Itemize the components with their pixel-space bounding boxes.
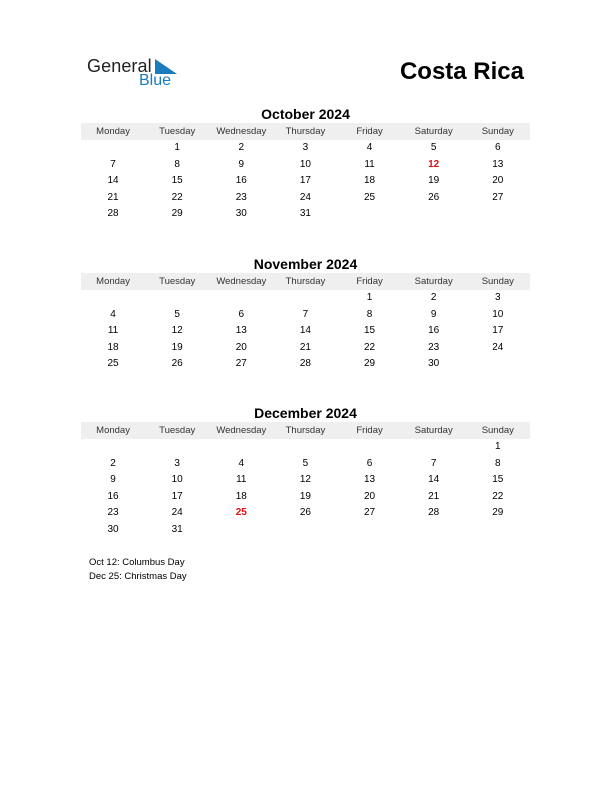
week-row xyxy=(81,489,530,506)
day-cell: 19 xyxy=(428,175,440,186)
day-cell: 10 xyxy=(492,308,504,320)
weekday-label: Tuesday xyxy=(159,425,196,436)
weekday-label: Tuesday xyxy=(159,126,196,137)
day-cell: 3 xyxy=(302,142,309,153)
day-cell: 12 xyxy=(171,325,183,336)
day-cell: 16 xyxy=(235,175,247,186)
empty-day-cell xyxy=(466,356,530,373)
weekday-header xyxy=(81,273,530,290)
weekday-label: Wednesday xyxy=(216,276,267,287)
empty-day-cell xyxy=(145,290,209,307)
month-grid xyxy=(81,439,530,538)
empty-day-cell xyxy=(466,206,530,223)
day-cell: 10 xyxy=(299,158,311,170)
month-title: November 2024 xyxy=(253,256,358,272)
day-cell: 11 xyxy=(107,325,119,336)
day-cell: 26 xyxy=(299,507,311,518)
day-cell: 24 xyxy=(492,341,504,353)
day-cell: 20 xyxy=(235,341,247,353)
empty-day-cell xyxy=(209,522,273,539)
day-cell: 5 xyxy=(430,142,437,153)
day-cell: 15 xyxy=(171,175,183,186)
day-cell: 2 xyxy=(238,142,245,153)
day-cell: 16 xyxy=(428,325,440,336)
week-row xyxy=(81,173,530,190)
day-cell: 4 xyxy=(238,457,245,469)
day-cell: 14 xyxy=(428,474,440,485)
day-cell: 13 xyxy=(235,325,247,336)
day-cell: 27 xyxy=(492,191,504,203)
empty-day-cell xyxy=(273,290,337,307)
empty-day-cell xyxy=(402,206,466,223)
day-cell: 23 xyxy=(428,341,440,353)
day-cell: 26 xyxy=(428,191,440,203)
logo-blue-text: Blue xyxy=(139,72,172,89)
week-row xyxy=(81,439,530,456)
day-cell: 20 xyxy=(364,490,376,502)
day-cell: 5 xyxy=(302,457,309,469)
weekday-label: Friday xyxy=(356,276,383,287)
empty-day-cell xyxy=(338,522,402,539)
weekday-header xyxy=(81,123,530,140)
day-cell: 25 xyxy=(107,358,119,369)
day-cell: 8 xyxy=(174,158,180,170)
empty-day-cell xyxy=(81,290,145,307)
week-row xyxy=(81,456,530,473)
weekday-label: Wednesday xyxy=(216,425,267,436)
empty-day-cell xyxy=(81,140,145,157)
month-grid xyxy=(81,290,530,373)
day-cell: 10 xyxy=(171,474,183,485)
day-cell: 20 xyxy=(492,175,504,186)
generalblue-logo xyxy=(87,56,187,92)
weekday-label: Friday xyxy=(356,425,383,436)
day-cell: 2 xyxy=(430,292,437,303)
day-cell: 5 xyxy=(174,308,180,320)
day-cell: 17 xyxy=(492,325,504,336)
day-cell: 13 xyxy=(364,474,376,485)
day-cell: 28 xyxy=(428,507,440,518)
weekday-label: Saturday xyxy=(414,425,453,436)
month-december xyxy=(81,405,530,538)
empty-day-cell xyxy=(402,522,466,539)
day-cell: 12 xyxy=(428,158,440,170)
week-row xyxy=(81,356,530,373)
weekday-label: Thursday xyxy=(285,126,326,137)
weekday-label: Thursday xyxy=(285,425,326,436)
day-cell: 8 xyxy=(495,457,501,469)
week-row xyxy=(81,340,530,357)
weekday-label: Monday xyxy=(96,126,130,137)
day-cell: 23 xyxy=(235,191,247,203)
empty-day-cell xyxy=(273,522,337,539)
day-cell: 30 xyxy=(428,358,440,369)
holiday-note: Dec 25: Christmas Day xyxy=(89,571,187,582)
week-row xyxy=(81,206,530,223)
logo-general-text: General xyxy=(87,56,152,76)
day-cell: 26 xyxy=(171,358,183,369)
day-cell: 7 xyxy=(302,308,309,320)
weekday-label: Tuesday xyxy=(159,276,196,287)
day-cell: 19 xyxy=(299,490,311,502)
day-cell: 1 xyxy=(366,292,373,303)
day-cell: 6 xyxy=(238,308,245,320)
day-cell: 27 xyxy=(364,507,376,518)
day-cell: 23 xyxy=(107,507,119,518)
empty-day-cell xyxy=(466,522,530,539)
holiday-note: Oct 12: Columbus Day xyxy=(89,557,185,568)
day-cell: 13 xyxy=(492,158,504,170)
week-row xyxy=(81,522,530,539)
day-cell: 22 xyxy=(492,490,504,502)
day-cell: 14 xyxy=(299,325,311,336)
day-cell: 24 xyxy=(171,507,183,518)
day-cell: 31 xyxy=(299,208,311,219)
day-cell: 14 xyxy=(107,175,119,186)
week-row xyxy=(81,307,530,324)
weekday-label: Sunday xyxy=(481,276,514,287)
day-cell: 21 xyxy=(107,191,119,203)
month-november xyxy=(81,256,530,373)
empty-day-cell xyxy=(402,439,466,456)
country-title: Costa Rica xyxy=(399,58,524,85)
day-cell: 15 xyxy=(364,325,376,336)
holiday-notes xyxy=(89,556,187,584)
day-cell: 29 xyxy=(364,358,376,369)
weekday-label: Saturday xyxy=(414,276,453,287)
day-cell: 11 xyxy=(236,474,247,485)
day-cell: 12 xyxy=(299,474,311,485)
weekday-label: Wednesday xyxy=(216,126,267,137)
day-cell: 17 xyxy=(171,490,183,502)
weekday-label: Friday xyxy=(356,126,383,137)
day-cell: 17 xyxy=(299,175,311,186)
day-cell: 7 xyxy=(110,158,116,170)
month-october xyxy=(81,106,530,223)
week-row xyxy=(81,140,530,157)
day-cell: 3 xyxy=(174,457,180,469)
weekday-label: Monday xyxy=(96,425,130,436)
empty-day-cell xyxy=(273,439,337,456)
day-cell: 18 xyxy=(235,490,247,502)
day-cell: 4 xyxy=(110,308,116,320)
day-cell: 1 xyxy=(495,441,501,452)
day-cell: 25 xyxy=(364,191,376,203)
weekday-label: Saturday xyxy=(414,126,453,137)
empty-day-cell xyxy=(209,439,273,456)
day-cell: 28 xyxy=(299,358,311,369)
day-cell: 9 xyxy=(110,474,116,485)
weekday-label: Sunday xyxy=(481,425,514,436)
day-cell: 4 xyxy=(366,142,373,153)
week-row xyxy=(81,505,530,522)
empty-day-cell xyxy=(81,439,145,456)
day-cell: 9 xyxy=(238,158,245,170)
week-row xyxy=(81,290,530,307)
weekday-label: Monday xyxy=(96,276,130,287)
day-cell: 8 xyxy=(366,308,373,320)
day-cell: 6 xyxy=(495,142,501,153)
day-cell: 9 xyxy=(430,308,437,320)
day-cell: 31 xyxy=(171,523,183,535)
week-row xyxy=(81,323,530,340)
day-cell: 7 xyxy=(430,457,437,469)
empty-day-cell xyxy=(145,439,209,456)
empty-day-cell xyxy=(338,439,402,456)
week-row xyxy=(81,472,530,489)
day-cell: 22 xyxy=(364,341,376,353)
day-cell: 27 xyxy=(235,358,247,369)
day-cell: 2 xyxy=(110,457,116,469)
weekday-label: Sunday xyxy=(481,126,514,137)
day-cell: 21 xyxy=(428,490,440,502)
empty-day-cell xyxy=(338,206,402,223)
week-row xyxy=(81,157,530,174)
day-cell: 18 xyxy=(107,341,119,353)
day-cell: 25 xyxy=(235,507,247,518)
month-grid xyxy=(81,140,530,223)
day-cell: 29 xyxy=(171,208,183,219)
day-cell: 18 xyxy=(364,175,376,186)
day-cell: 28 xyxy=(107,208,119,219)
month-title: October 2024 xyxy=(261,106,350,122)
day-cell: 24 xyxy=(299,191,311,203)
day-cell: 30 xyxy=(107,523,119,535)
day-cell: 22 xyxy=(171,191,183,203)
week-row xyxy=(81,190,530,207)
weekday-label: Thursday xyxy=(285,276,326,287)
weekday-header xyxy=(81,422,530,439)
day-cell: 21 xyxy=(299,341,311,353)
day-cell: 16 xyxy=(107,490,119,502)
day-cell: 19 xyxy=(171,341,183,353)
day-cell: 29 xyxy=(492,507,504,518)
day-cell: 1 xyxy=(174,142,180,153)
month-title: December 2024 xyxy=(254,405,357,421)
day-cell: 30 xyxy=(235,208,247,219)
day-cell: 15 xyxy=(492,474,504,485)
empty-day-cell xyxy=(209,290,273,307)
day-cell: 3 xyxy=(495,292,501,303)
day-cell: 6 xyxy=(366,457,373,469)
day-cell: 11 xyxy=(364,158,375,170)
